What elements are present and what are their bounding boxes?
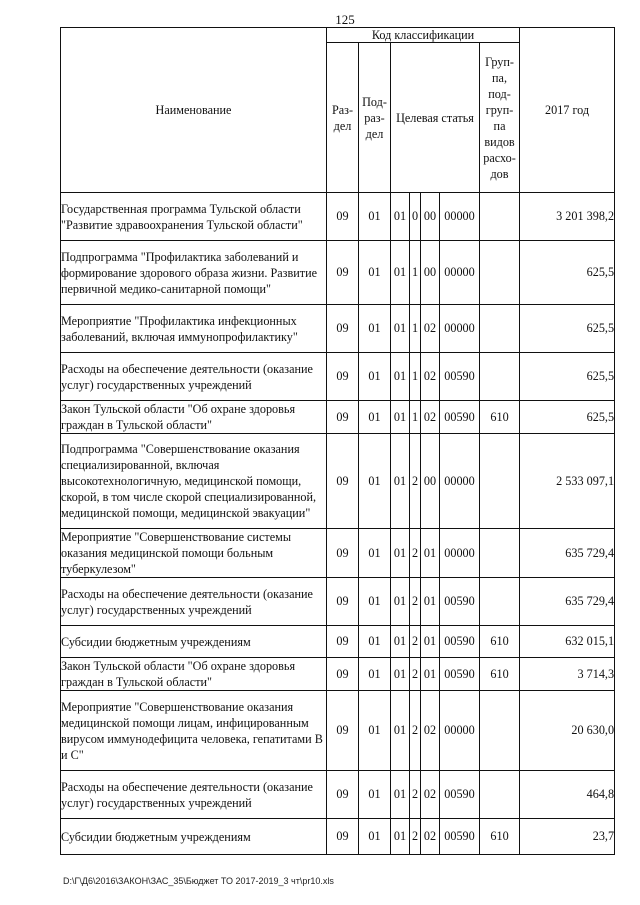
row-razdel: 09	[327, 193, 359, 241]
row-amount: 635 729,4	[520, 529, 615, 578]
row-target-program: 01	[391, 578, 410, 626]
row-podrazdel: 01	[359, 193, 391, 241]
row-target-direction: 00590	[440, 353, 480, 401]
row-expense-type	[480, 771, 520, 819]
header-year: 2017 год	[520, 28, 615, 193]
table-row	[61, 305, 615, 353]
row-target-direction: 00590	[440, 626, 480, 658]
row-amount: 23,7	[520, 819, 615, 855]
row-target-program: 01	[391, 401, 410, 434]
table-row	[61, 434, 615, 529]
row-target-direction: 00000	[440, 434, 480, 529]
row-target-direction: 00590	[440, 578, 480, 626]
row-podrazdel: 01	[359, 401, 391, 434]
row-target-direction: 00000	[440, 305, 480, 353]
row-name: Субсидии бюджетным учреждениям	[61, 626, 327, 658]
row-target-event: 00	[421, 241, 440, 305]
row-podrazdel: 01	[359, 241, 391, 305]
row-target-direction: 00000	[440, 691, 480, 771]
row-expense-type	[480, 691, 520, 771]
row-target-direction: 00590	[440, 771, 480, 819]
header-name: Наименование	[61, 28, 327, 193]
row-amount: 2 533 097,1	[520, 434, 615, 529]
row-amount: 464,8	[520, 771, 615, 819]
row-amount: 632 015,1	[520, 626, 615, 658]
row-razdel: 09	[327, 434, 359, 529]
header-group: Груп- па, под- груп- па видов расхо- дов	[480, 43, 520, 193]
table-row	[61, 241, 615, 305]
table-row	[61, 658, 615, 691]
row-amount: 625,5	[520, 305, 615, 353]
table-row	[61, 771, 615, 819]
row-podrazdel: 01	[359, 353, 391, 401]
row-razdel: 09	[327, 305, 359, 353]
row-razdel: 09	[327, 241, 359, 305]
row-name: Мероприятие "Совершенствование системы оказания медицинской помощи больным туберкулезом"	[61, 529, 327, 578]
table-row	[61, 691, 615, 771]
table-row	[61, 401, 615, 434]
row-target-subprogram: 1	[410, 353, 421, 401]
row-podrazdel: 01	[359, 305, 391, 353]
row-expense-type: 610	[480, 401, 520, 434]
file-path-footer: D:\Г\Д6\2016\ЗАКОН\ЗАС_35\Бюджет ТО 2017-2019_3 чт\pr10.xls	[63, 876, 334, 886]
row-podrazdel: 01	[359, 771, 391, 819]
row-target-event: 01	[421, 578, 440, 626]
row-podrazdel: 01	[359, 626, 391, 658]
row-target-program: 01	[391, 771, 410, 819]
row-name: Подпрограмма "Совершенствование оказания специализированной, включая высокотехнологичную, медицинской помощи, скорой, в том числе скорой специализированной, медицинской помощи, медицинской эвакуации"	[61, 434, 327, 529]
row-target-direction: 00590	[440, 819, 480, 855]
row-target-event: 02	[421, 401, 440, 434]
row-expense-type	[480, 193, 520, 241]
header-section: Раз- дел	[327, 43, 359, 193]
row-target-program: 01	[391, 193, 410, 241]
row-name: Подпрограмма "Профилактика заболеваний и формирование здорового образа жизни. Развитие первичной медико-санитарной помощи"	[61, 241, 327, 305]
row-target-event: 00	[421, 434, 440, 529]
row-expense-type	[480, 353, 520, 401]
row-target-subprogram: 2	[410, 529, 421, 578]
row-amount: 3 201 398,2	[520, 193, 615, 241]
row-razdel: 09	[327, 771, 359, 819]
budget-table	[60, 27, 615, 855]
table-body	[61, 193, 615, 855]
row-expense-type	[480, 434, 520, 529]
row-expense-type	[480, 305, 520, 353]
row-target-event: 02	[421, 305, 440, 353]
row-target-event: 01	[421, 529, 440, 578]
row-target-subprogram: 1	[410, 305, 421, 353]
row-target-direction: 00000	[440, 529, 480, 578]
row-amount: 635 729,4	[520, 578, 615, 626]
row-name: Закон Тульской области "Об охране здоровья граждан в Тульской области"	[61, 658, 327, 691]
row-target-direction: 00590	[440, 401, 480, 434]
row-target-event: 02	[421, 353, 440, 401]
row-target-subprogram: 1	[410, 401, 421, 434]
row-amount: 625,5	[520, 353, 615, 401]
row-razdel: 09	[327, 626, 359, 658]
row-expense-type	[480, 578, 520, 626]
row-podrazdel: 01	[359, 529, 391, 578]
row-expense-type: 610	[480, 626, 520, 658]
row-target-event: 01	[421, 626, 440, 658]
row-razdel: 09	[327, 353, 359, 401]
row-target-event: 02	[421, 691, 440, 771]
row-podrazdel: 01	[359, 819, 391, 855]
table-row	[61, 578, 615, 626]
row-target-program: 01	[391, 691, 410, 771]
row-podrazdel: 01	[359, 578, 391, 626]
row-name: Расходы на обеспечение деятельности (оказание услуг) государственных учреждений	[61, 578, 327, 626]
row-expense-type	[480, 529, 520, 578]
row-expense-type: 610	[480, 658, 520, 691]
row-podrazdel: 01	[359, 658, 391, 691]
row-target-subprogram: 2	[410, 771, 421, 819]
row-target-program: 01	[391, 305, 410, 353]
row-target-subprogram: 2	[410, 691, 421, 771]
row-target-program: 01	[391, 819, 410, 855]
row-name: Закон Тульской области "Об охране здоровья граждан в Тульской области"	[61, 401, 327, 434]
row-podrazdel: 01	[359, 691, 391, 771]
row-target-program: 01	[391, 353, 410, 401]
row-target-direction: 00000	[440, 241, 480, 305]
row-target-subprogram: 2	[410, 819, 421, 855]
row-target-program: 01	[391, 658, 410, 691]
row-name: Субсидии бюджетным учреждениям	[61, 819, 327, 855]
row-amount: 20 630,0	[520, 691, 615, 771]
header-target: Целевая статья	[391, 43, 480, 193]
row-razdel: 09	[327, 819, 359, 855]
row-target-direction: 00590	[440, 658, 480, 691]
row-target-event: 02	[421, 771, 440, 819]
row-target-program: 01	[391, 241, 410, 305]
row-target-program: 01	[391, 529, 410, 578]
row-target-direction: 00000	[440, 193, 480, 241]
row-name: Расходы на обеспечение деятельности (оказание услуг) государственных учреждений	[61, 771, 327, 819]
row-amount: 3 714,3	[520, 658, 615, 691]
row-razdel: 09	[327, 401, 359, 434]
row-podrazdel: 01	[359, 434, 391, 529]
row-target-event: 00	[421, 193, 440, 241]
header-subsection: Под- раз- дел	[359, 43, 391, 193]
row-name: Мероприятие "Профилактика инфекционных заболеваний, включая иммунопрофилактику"	[61, 305, 327, 353]
header-code: Код классификации	[327, 28, 520, 43]
row-expense-type	[480, 241, 520, 305]
row-name: Мероприятие "Совершенствование оказания медицинской помощи лицам, инфицированным вирусом иммунодефицита человека, гепатитами В и С"	[61, 691, 327, 771]
row-name: Расходы на обеспечение деятельности (оказание услуг) государственных учреждений	[61, 353, 327, 401]
table-row	[61, 626, 615, 658]
row-target-subprogram: 1	[410, 241, 421, 305]
row-name: Государственная программа Тульской области "Развитие здравоохранения Тульской области"	[61, 193, 327, 241]
row-amount: 625,5	[520, 401, 615, 434]
page-number: 125	[335, 12, 355, 27]
row-razdel: 09	[327, 658, 359, 691]
row-expense-type: 610	[480, 819, 520, 855]
row-target-subprogram: 2	[410, 434, 421, 529]
table-row	[61, 193, 615, 241]
row-razdel: 09	[327, 578, 359, 626]
row-razdel: 09	[327, 691, 359, 771]
row-amount: 625,5	[520, 241, 615, 305]
row-target-subprogram: 2	[410, 578, 421, 626]
table-row	[61, 819, 615, 855]
row-target-event: 02	[421, 819, 440, 855]
row-razdel: 09	[327, 529, 359, 578]
row-target-subprogram: 0	[410, 193, 421, 241]
row-target-program: 01	[391, 626, 410, 658]
row-target-event: 01	[421, 658, 440, 691]
table-row	[61, 529, 615, 578]
table-row	[61, 353, 615, 401]
row-target-subprogram: 2	[410, 626, 421, 658]
row-target-program: 01	[391, 434, 410, 529]
row-target-subprogram: 2	[410, 658, 421, 691]
